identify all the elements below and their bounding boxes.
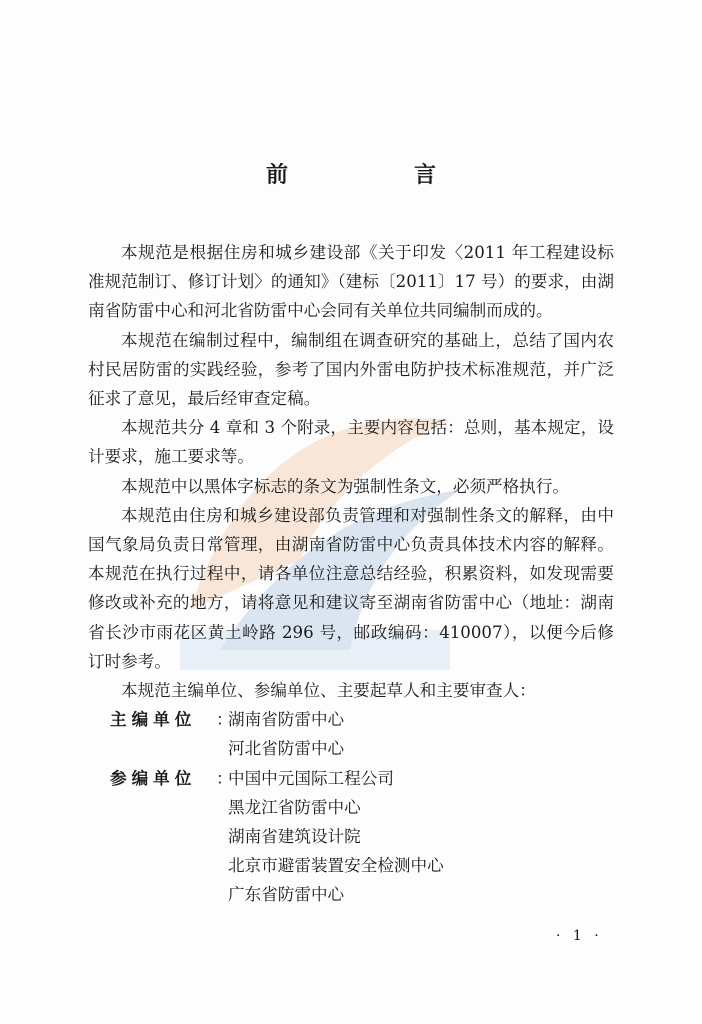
participating-units-colon: ： xyxy=(216,768,233,788)
page-number: · 1 · xyxy=(556,928,603,944)
paragraph-structure: 本规范共分 4 章和 3 个附录，主要内容包括：总则，基本规定，设计要求，施工要求等。 xyxy=(88,418,614,467)
page-title: 前 言 xyxy=(265,163,488,188)
chief-units-row xyxy=(110,705,614,734)
participating-unit-name: 广东省防雷中心 xyxy=(228,885,345,905)
chief-units-label: 主编单位 xyxy=(110,710,197,730)
chief-units-block xyxy=(88,705,614,763)
paragraph-management: 本规范由住房和城乡建设部负责管理和对强制性条文的解释，由中国气象局负责日常管理，由湖南省防雷中心负责具体技术内容的解释。本规范在执行过程中，请各单位注意总结经验，积累资料，如发现需要修改或补充的地方，请将意见和建议寄至湖南省防雷中心（地址：湖南省长沙市雨花区黄土岭路 296 号，邮政编码：410007），以便今后修订时参考。 xyxy=(88,505,614,671)
chief-unit-name: 湖南省防雷中心 xyxy=(228,710,345,730)
paragraph-basis: 本规范是根据住房和城乡建设部《关于印发〈2011 年工程建设标准规范制订、修订计划〉的通知》（建标〔2011〕17 号）的要求，由湖南省防雷中心和河北省防雷中心会同有关单位共同编制而成的。 xyxy=(88,243,614,321)
participating-unit-name: 中国中元国际工程公司 xyxy=(228,768,394,788)
participating-units-row xyxy=(110,764,614,793)
paragraph-mandatory: 本规范中以黑体字标志的条文为强制性条文，必须严格执行。 xyxy=(121,476,570,496)
participating-units-block xyxy=(88,764,614,910)
participating-units-label: 参编单位 xyxy=(110,768,197,788)
paragraph-units-intro: 本规范主编单位、参编单位、主要起草人和主要审查人： xyxy=(121,681,536,701)
participating-unit-name: 黑龙江省防雷中心 xyxy=(228,797,361,817)
participating-unit-name: 湖南省建筑设计院 xyxy=(228,827,361,847)
document-body xyxy=(88,238,614,910)
paragraph-process: 本规范在编制过程中，编制组在调查研究的基础上，总结了国内农村民居防雷的实践经验，参考了国内外雷电防护技术标准规范，并广泛征求了意见，最后经审查定稿。 xyxy=(88,330,614,409)
chief-units-colon: ： xyxy=(216,710,233,730)
participating-unit-name: 北京市避雷装置安全检测中心 xyxy=(228,856,444,876)
chief-unit-name: 河北省防雷中心 xyxy=(228,739,345,759)
